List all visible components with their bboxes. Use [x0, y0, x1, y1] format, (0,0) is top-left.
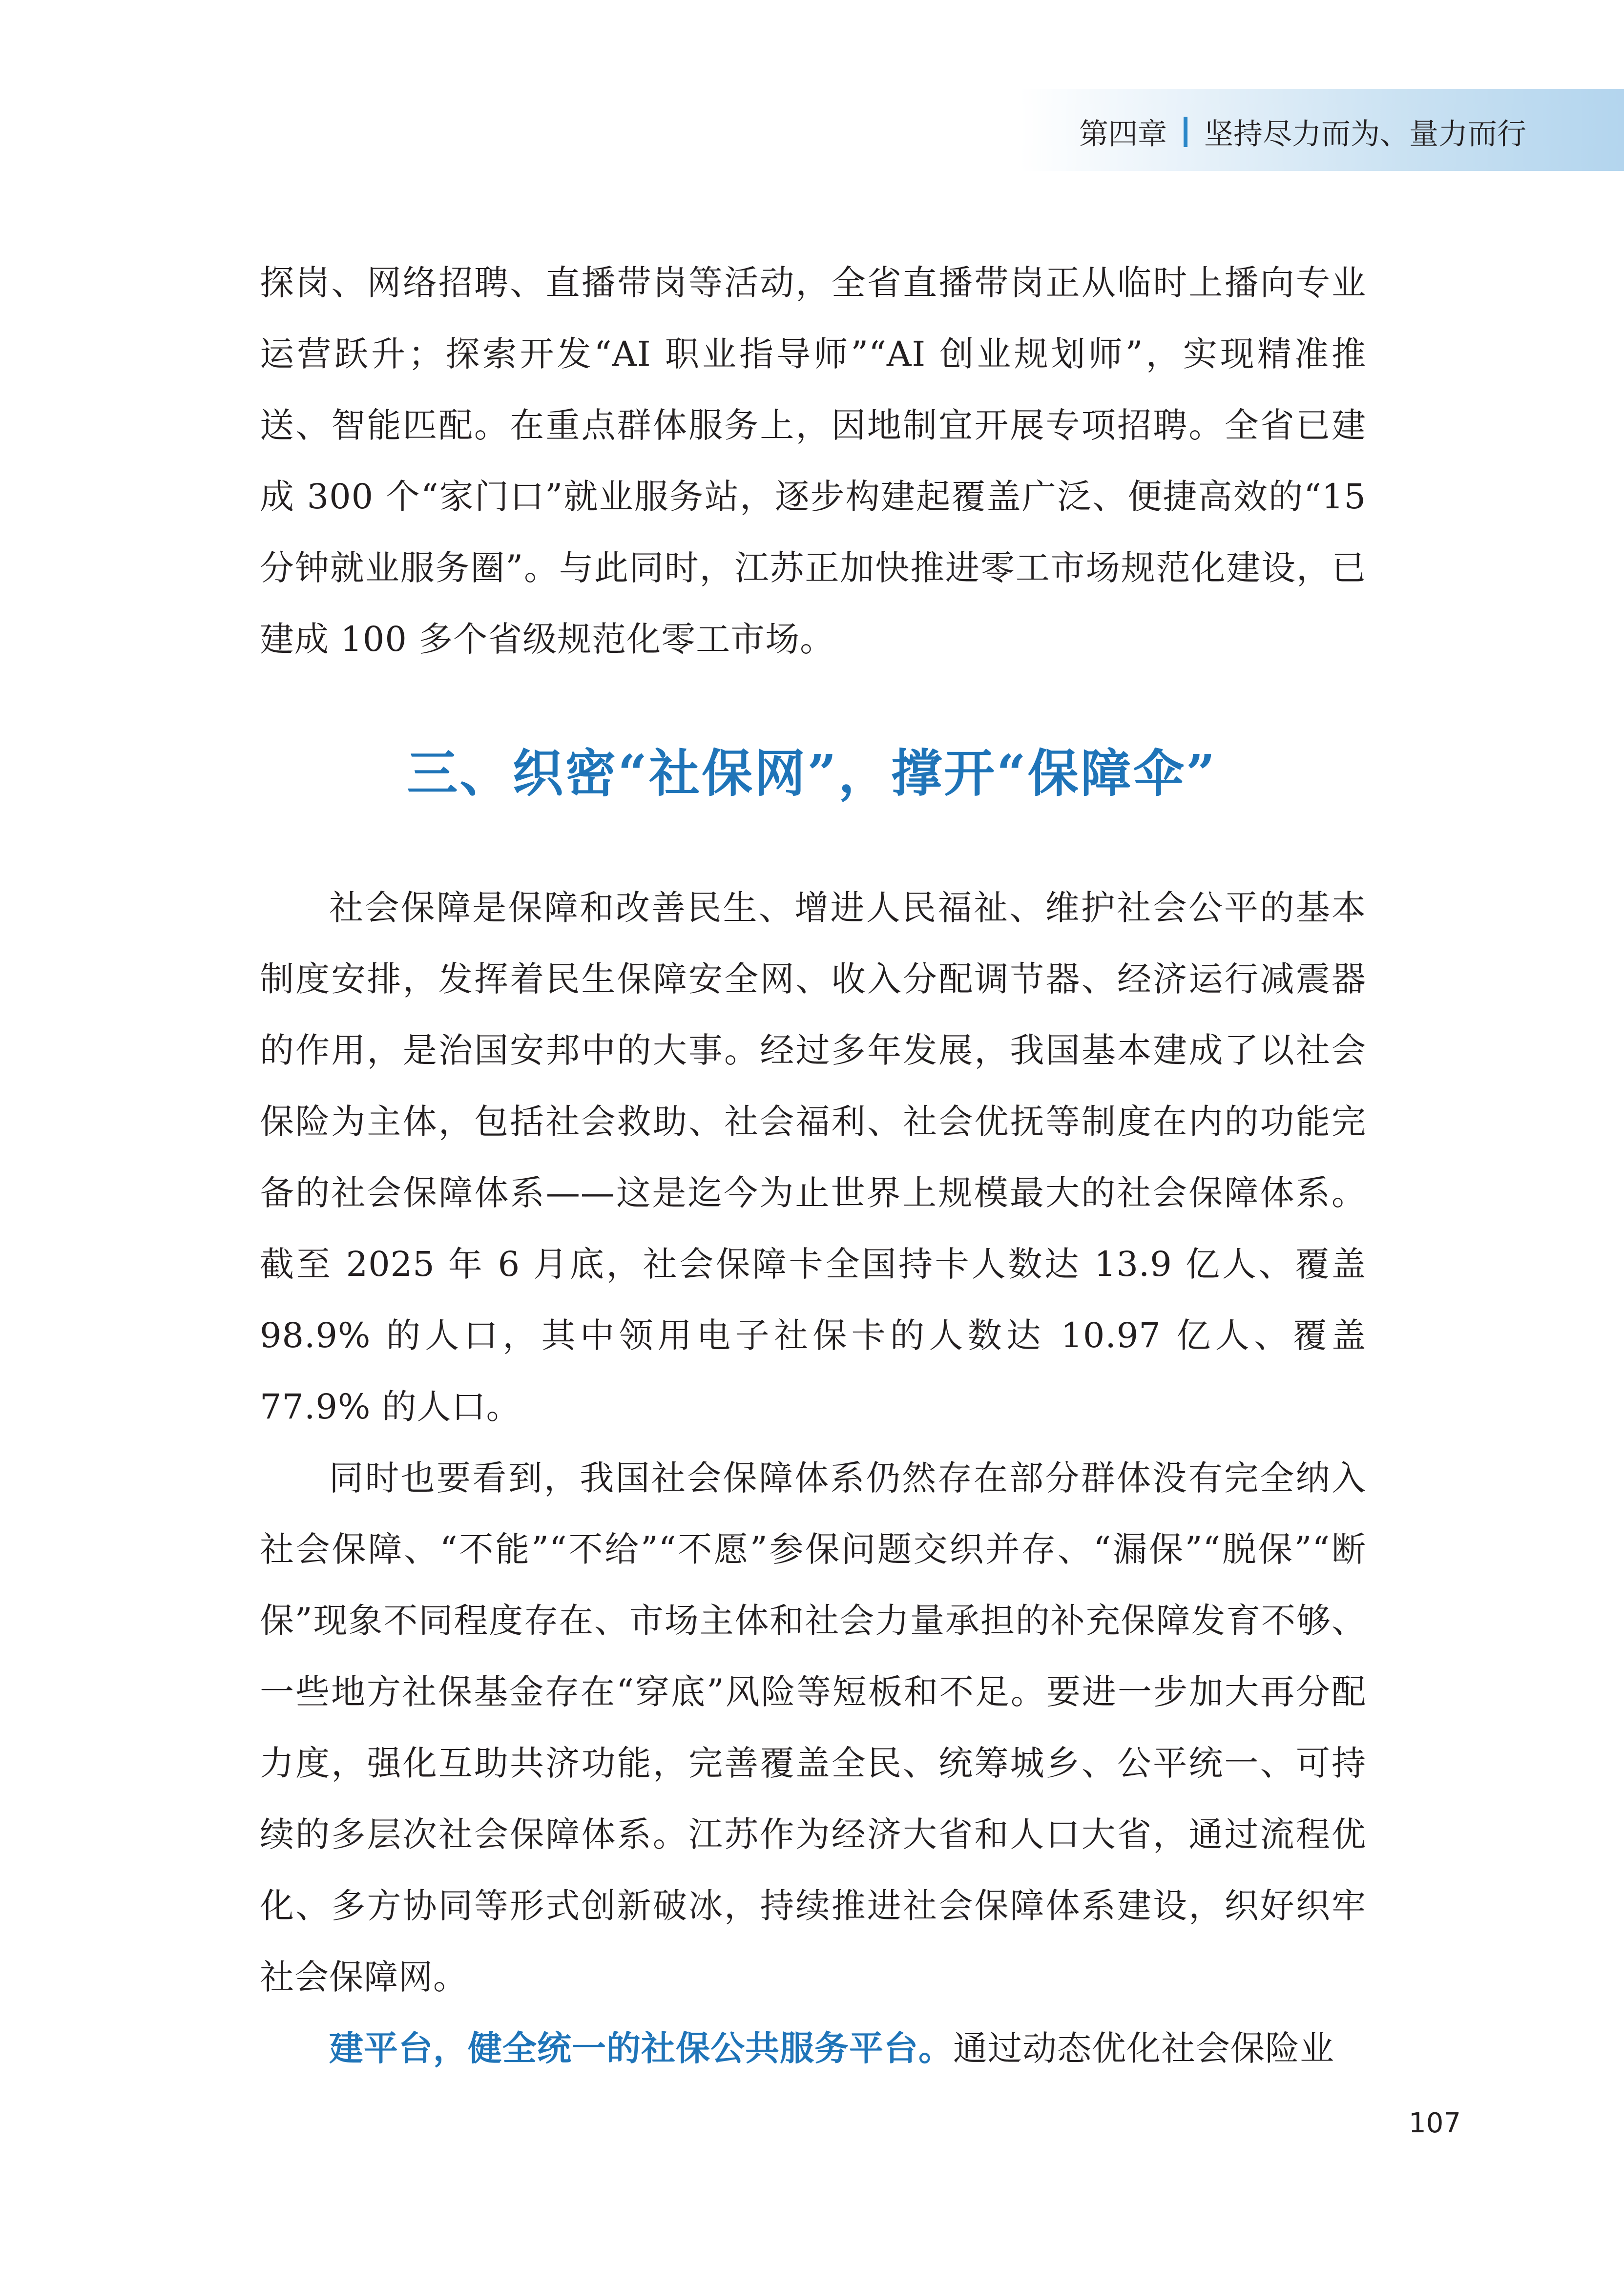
- running-head: [1079, 107, 1526, 156]
- paragraph-social-security-intro: 社会保障是保障和改善民生、增进人民福祉、维护社会公平的基本制度安排，发挥着民生保障安全网、收入分配调节器、经济运行减震器的作用，是治国安邦中的大事。经过多年发展，我国基本建成了以社会保险为主体，包括社会救助、社会福利、社会优抚等制度在内的功能完备的社会保障体系——这是迄今为止世界上规模最大的社会保障体系。截至 2025 年 6 月底，社会保障卡全国持卡人数达 13.9 亿人、覆盖 98.9% 的人口，其中领用电子社保卡的人数达 10.97 亿人、覆盖 77.9% 的人口。: [260, 888, 1366, 1427]
- paragraph-shortcomings: 同时也要看到，我国社会保障体系仍然存在部分群体没有完全纳入社会保障、“不能”“不给”“不愿”参保问题交织并存、“漏保”“脱保”“断保”现象不同程度存在、市场主体和社会力量承担的补充保障发育不够、一些地方社保基金存在“穿底”风险等短板和不足。要进一步加大再分配力度，强化互助共济功能，完善覆盖全民、统筹城乡、公平统一、可持续的多层次社会保障体系。江苏作为经济大省和人口大省，通过流程优化、多方协同等形式创新破冰，持续推进社会保障体系建设，织好织牢社会保障网。: [260, 1458, 1366, 1997]
- section-heading: 三、织密“社保网”，撑开“保障伞”: [407, 743, 1217, 803]
- paragraph-platform-text: 通过动态优化社会保险业: [953, 2028, 1334, 2068]
- chapter-title: 坚持尽力而为、量力而行: [1204, 117, 1526, 151]
- paragraph-lead-phrase: 建平台，健全统一的社保公共服务平台。: [329, 2028, 953, 2068]
- continued-paragraph-block: [260, 247, 1366, 675]
- section-body: [260, 872, 1366, 2084]
- page-number: 107: [1409, 2107, 1461, 2139]
- paragraph-platform: [260, 2013, 1366, 2084]
- continued-paragraph: 探岗、网络招聘、直播带岗等活动，全省直播带岗正从临时上播向专业运营跃升；探索开发“AI 职业指导师”“AI 创业规划师”，实现精准推送、智能匹配。在重点群体服务上，因地制宜开展专项招聘。全省已建成 300 个“家门口”就业服务站，逐步构建起覆盖广泛、便捷高效的“15 分钟就业服务圈”。与此同时，江苏正加快推进零工市场规范化建设，已建成 100 多个省级规范化零工市场。: [260, 263, 1366, 659]
- chapter-label: 第四章: [1079, 117, 1167, 151]
- header-separator: [1184, 117, 1187, 147]
